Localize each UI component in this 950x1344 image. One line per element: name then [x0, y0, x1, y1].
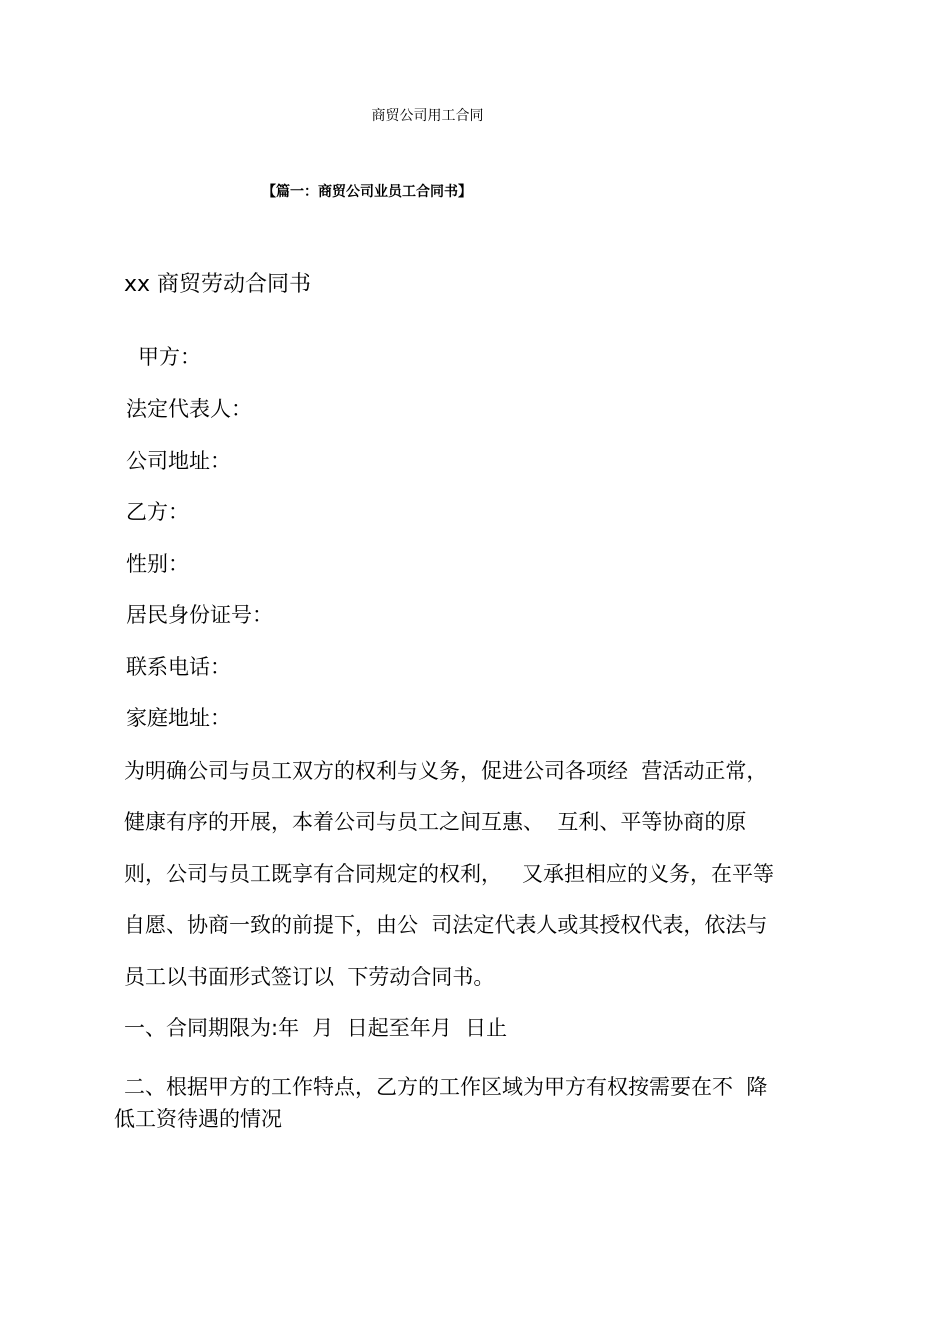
field-party-b: 乙方： — [126, 500, 189, 524]
document-title: 商贸公司用工合同 — [371, 108, 484, 124]
document-subtitle: 【篇一：商贸公司业员工合同书】 — [262, 184, 472, 200]
clause-work-area-line: 低工资待遇的情况 — [114, 1107, 282, 1131]
contract-heading: xx 商贸劳动合同书 — [124, 272, 312, 297]
field-company-address: 公司地址： — [126, 449, 231, 473]
field-party-a: 甲方： — [138, 345, 201, 369]
field-legal-representative: 法定代表人： — [126, 397, 252, 421]
field-id-number: 居民身份证号： — [126, 603, 273, 627]
clause-work-area-line: 二、根据甲方的工作特点，乙方的工作区域为甲方有权按需要在不 降 — [124, 1075, 768, 1099]
field-home-address: 家庭地址： — [126, 706, 231, 730]
intro-line: 自愿、协商一致的前提下，由公 司法定代表人或其授权代表，依法与 — [124, 913, 768, 937]
intro-line: 则，公司与员工既享有合同规定的权利， 又承担相应的义务，在平等 — [124, 862, 775, 886]
field-phone: 联系电话： — [126, 655, 231, 679]
intro-line: 为明确公司与员工双方的权利与义务，促进公司各项经 营活动正常， — [124, 759, 768, 783]
field-gender: 性别： — [126, 552, 189, 576]
intro-line: 健康有序的开展，本着公司与员工之间互惠、 互利、平等协商的原 — [124, 810, 747, 834]
intro-line: 员工以书面形式签订以 下劳动合同书。 — [124, 965, 495, 989]
clause-term: 一、合同期限为:年 月 日起至年月 日止 — [124, 1016, 508, 1040]
